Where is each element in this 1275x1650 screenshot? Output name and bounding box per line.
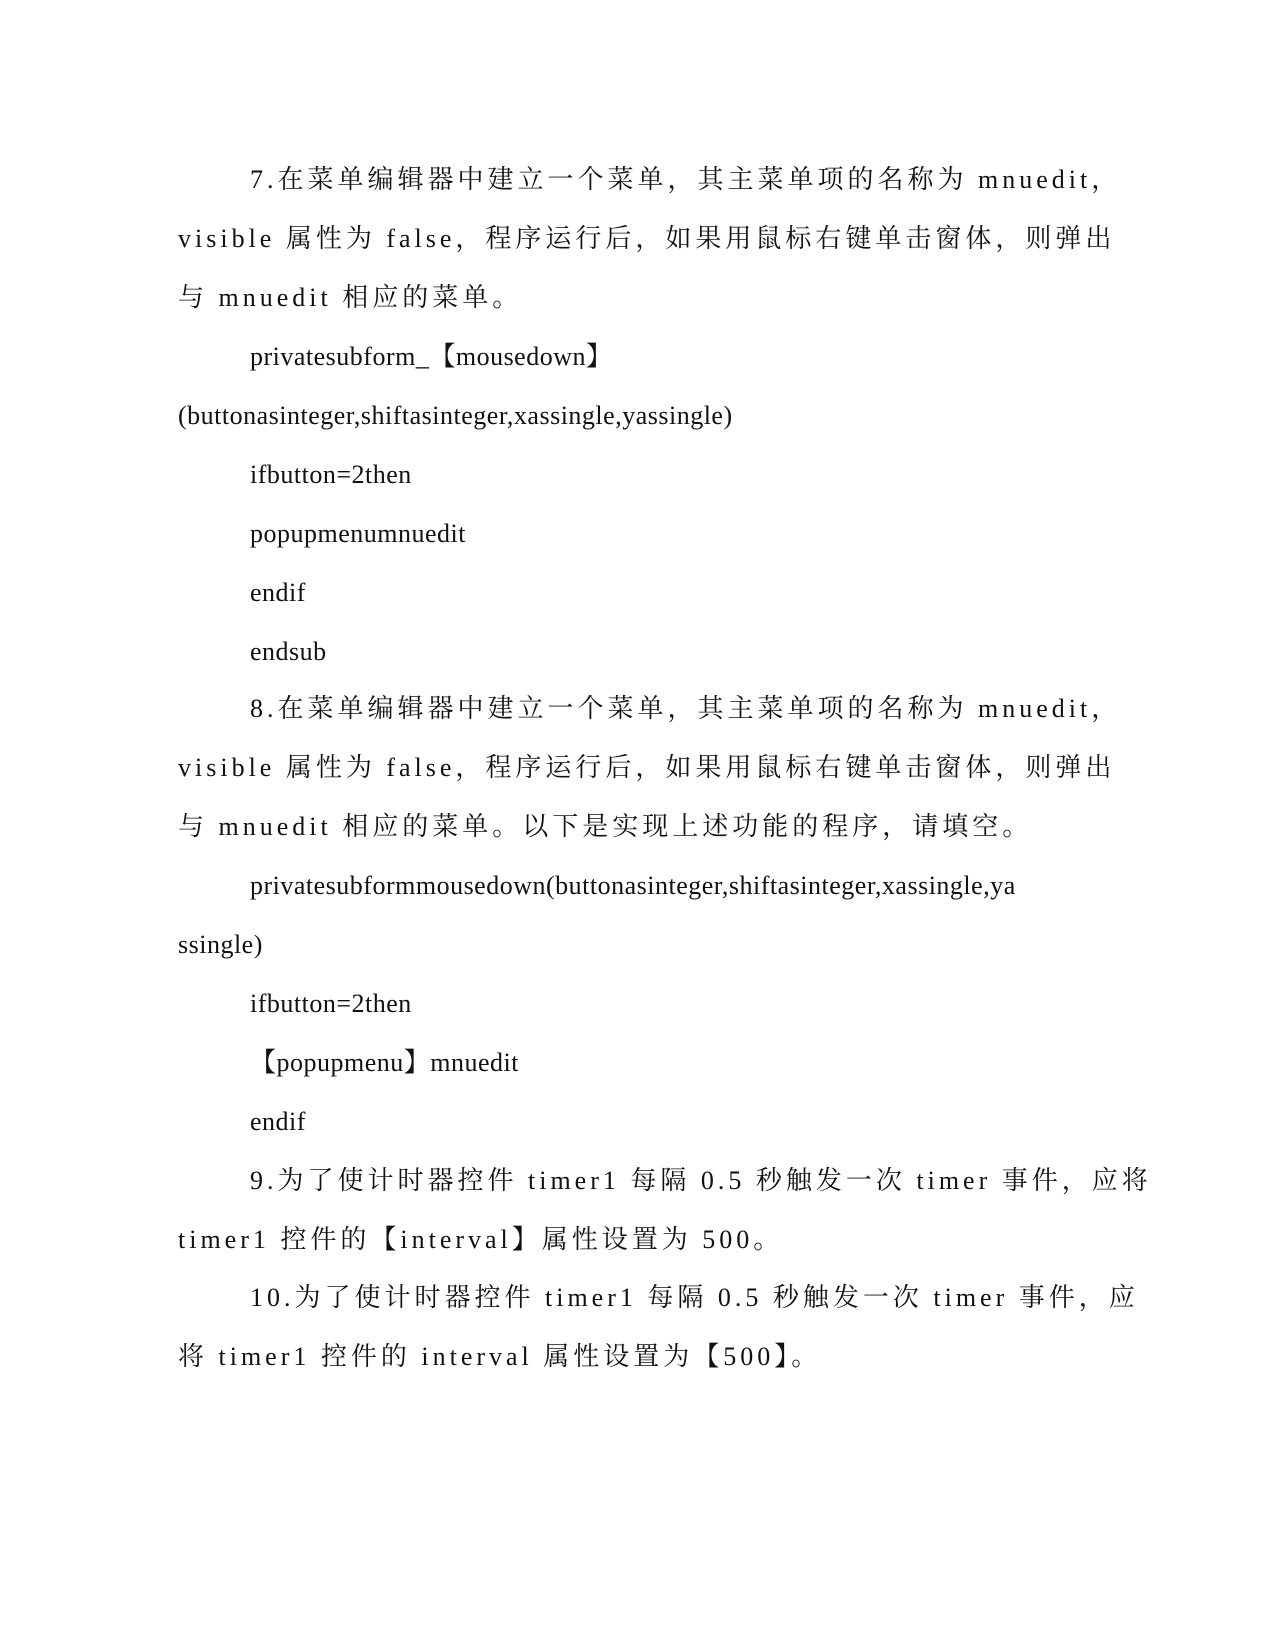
q8-code-line-5: endif <box>250 1107 306 1136</box>
q7-code-line-6: endsub <box>250 637 327 666</box>
q7-code-line-1: privatesubform_【mousedown】 <box>250 342 613 371</box>
q7-code-line-5: endif <box>250 578 306 607</box>
q10-text-line-1: 10.为了使计时器控件 timer1 每隔 0.5 秒触发一次 timer 事件，应 <box>250 1283 1139 1312</box>
q8-code-line-4: 【popupmenu】mnuedit <box>250 1048 519 1077</box>
q7-text-line-2: visible 属性为 false，程序运行后，如果用鼠标右键单击窗体，则弹出 <box>178 224 1116 253</box>
q8-code-line-1: privatesubformmousedown(buttonasinteger,shiftasinteger,xassingle,ya <box>250 871 1016 900</box>
q10-text-line-2: 将 timer1 控件的 interval 属性设置为【500】。 <box>178 1342 822 1371</box>
q7-text-line-1: 7.在菜单编辑器中建立一个菜单，其主菜单项的名称为 mnuedit， <box>250 165 1122 194</box>
q7-code-line-2: (buttonasinteger,shiftasinteger,xassingle,yassingle) <box>178 401 733 430</box>
q9-text-line-2: timer1 控件的【interval】属性设置为 500。 <box>178 1225 784 1254</box>
q8-text-line-2: visible 属性为 false，程序运行后，如果用鼠标右键单击窗体，则弹出 <box>178 753 1116 782</box>
q7-text-line-3: 与 mnuedit 相应的菜单。 <box>178 283 523 312</box>
q8-text-line-3: 与 mnuedit 相应的菜单。以下是实现上述功能的程序，请填空。 <box>178 812 1033 841</box>
q7-code-line-4: popupmenumnuedit <box>250 519 466 548</box>
q8-code-line-3: ifbutton=2then <box>250 989 412 1018</box>
q8-code-line-2: ssingle) <box>178 930 263 959</box>
q9-text-line-1: 9.为了使计时器控件 timer1 每隔 0.5 秒触发一次 timer 事件，应将 <box>250 1166 1152 1195</box>
q7-code-line-3: ifbutton=2then <box>250 460 412 489</box>
q8-text-line-1: 8.在菜单编辑器中建立一个菜单，其主菜单项的名称为 mnuedit， <box>250 694 1122 723</box>
